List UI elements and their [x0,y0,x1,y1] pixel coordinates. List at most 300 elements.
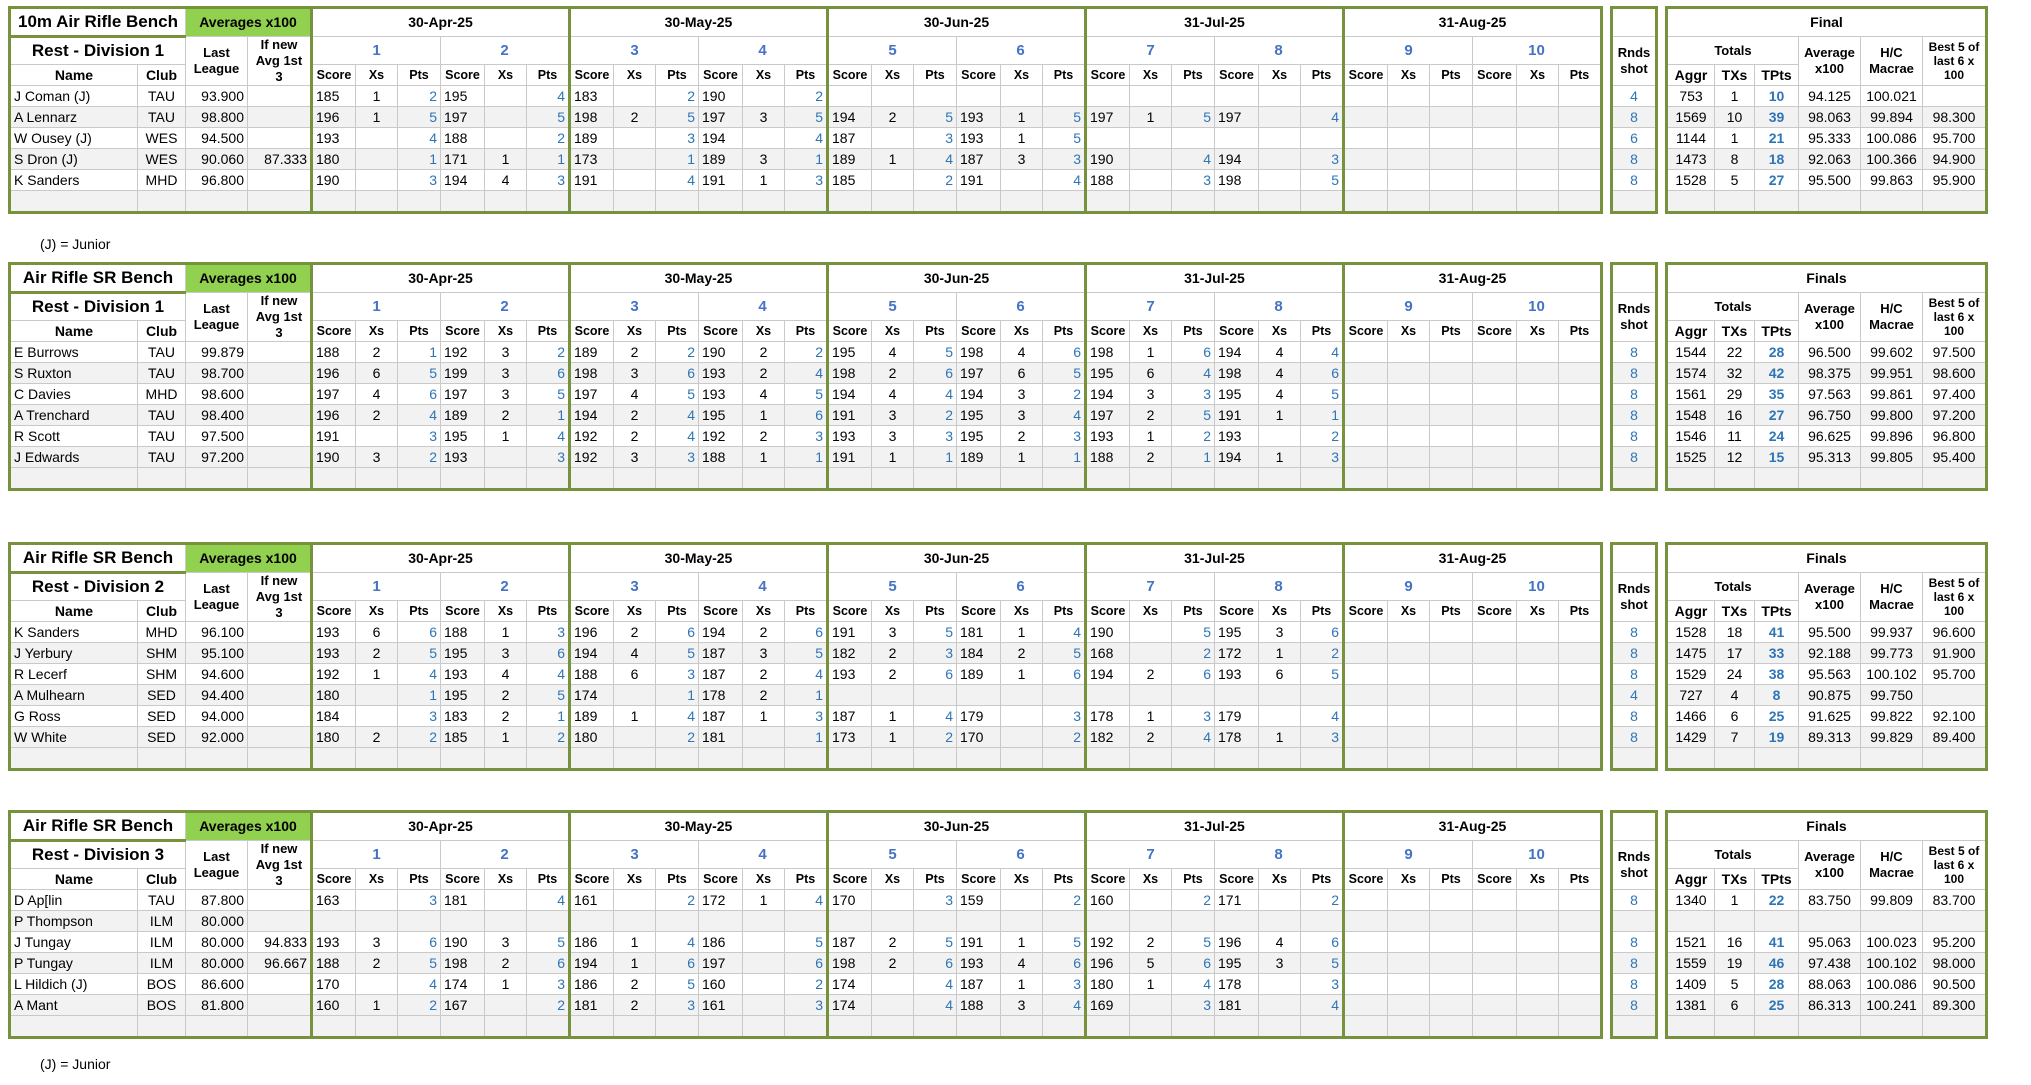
round-pts: 5 [527,384,570,405]
round-xs: 2 [1130,727,1172,748]
xs-header: Xs [1001,65,1043,86]
handicap-value: 99.750 [1861,685,1923,706]
round-xs [1517,1016,1559,1038]
round-xs: 1 [485,622,527,643]
round-pts [1430,86,1473,107]
date-header: 31-Jul-25 [1086,544,1344,573]
spacer [1657,911,1667,932]
spacer [1602,363,1612,384]
round-score: 195 [441,426,485,447]
round-pts [1559,727,1602,748]
round-xs [1517,86,1559,107]
round-xs [1259,748,1301,770]
round-score [1344,468,1388,490]
round-pts [1172,468,1215,490]
round-pts [1559,468,1602,490]
round-xs [485,86,527,107]
last-league-value [186,191,248,213]
round-xs [743,911,785,932]
junior-note: (J) = Junior [40,1056,111,1072]
pts-header: Pts [914,65,957,86]
rnds-shot-header: Rnds shot [1612,293,1657,342]
pts-header: Pts [785,321,828,342]
pts-header: Pts [398,601,441,622]
score-header: Score [957,65,1001,86]
averages-header: Averages x100 [186,8,312,37]
pts-header: Pts [1430,869,1473,890]
xs-header: Xs [614,601,656,622]
round-pts [1172,685,1215,706]
round-score: 195 [1215,384,1259,405]
round-pts: 2 [1301,643,1344,664]
round-pts: 6 [914,664,957,685]
round-score: 185 [441,727,485,748]
date-header: 30-Apr-25 [312,8,570,37]
round-xs [1388,643,1430,664]
round-pts [398,1016,441,1038]
player-name: D Ap[lin [10,890,138,911]
xs-header: Xs [1517,65,1559,86]
round-xs: 4 [1259,384,1301,405]
table-row [10,685,1987,706]
best-value: 98.300 [1923,107,1987,128]
round-pts: 3 [398,426,441,447]
round-pts: 3 [527,447,570,468]
round-xs [1001,191,1043,213]
round-xs: 1 [1001,664,1043,685]
club-code: SHM [138,643,186,664]
date-header: 31-Jul-25 [1086,812,1344,841]
round-pts [1043,748,1086,770]
best-value: 95.200 [1923,932,1987,953]
round-score: 198 [570,107,614,128]
round-xs [872,974,914,995]
round-xs: 4 [1259,932,1301,953]
average-value: 98.375 [1799,363,1861,384]
date-header: 31-Aug-25 [1344,544,1602,573]
last-league-header: Last League [186,293,248,342]
name-header: Name [10,869,138,890]
round-pts: 6 [656,622,699,643]
spacer [1602,841,1612,869]
round-xs [743,1016,785,1038]
aggregate: 727 [1667,685,1715,706]
round-xs: 4 [356,384,398,405]
txs-header: TXs [1715,601,1755,622]
round-number: 2 [441,293,570,321]
aggregate: 1340 [1667,890,1715,911]
round-pts: 4 [914,706,957,727]
round-xs [1130,995,1172,1016]
round-score: 167 [441,995,485,1016]
round-pts: 3 [785,426,828,447]
spacer [1657,86,1667,107]
if-new-value [248,685,312,706]
round-xs [1517,426,1559,447]
aggregate [1667,468,1715,490]
round-score [957,911,1001,932]
score-header: Score [1344,65,1388,86]
round-score: 189 [570,706,614,727]
spacer [1657,748,1667,770]
round-score [1215,748,1259,770]
round-score: 187 [828,706,872,727]
round-score: 194 [699,128,743,149]
round-score: 181 [957,622,1001,643]
spacer [1602,748,1612,770]
round-xs [1388,363,1430,384]
round-pts [1559,384,1602,405]
last-league-value: 97.200 [186,447,248,468]
round-xs: 6 [1259,664,1301,685]
spacer [1602,86,1612,107]
last-league-value: 96.800 [186,170,248,191]
score-header: Score [828,65,872,86]
round-pts: 2 [656,342,699,363]
round-xs: 1 [356,86,398,107]
spacer [1602,544,1612,573]
round-number: 10 [1473,293,1602,321]
total-points: 25 [1755,706,1799,727]
round-xs: 1 [356,107,398,128]
table-row [10,706,1987,727]
total-points: 18 [1755,149,1799,170]
round-score: 192 [441,342,485,363]
round-score [957,191,1001,213]
round-xs: 4 [485,170,527,191]
round-score [1344,685,1388,706]
aggregate: 1144 [1667,128,1715,149]
round-xs [1517,384,1559,405]
round-pts: 2 [1301,426,1344,447]
hc-header: H/C Macrae [1861,841,1923,890]
round-xs [614,128,656,149]
spacer [1602,869,1612,890]
best-value [1923,748,1987,770]
if-new-header: If new Avg 1st 3 [248,841,312,890]
handicap-value: 100.241 [1861,995,1923,1016]
round-pts: 3 [656,447,699,468]
round-pts [1301,468,1344,490]
if-new-value [248,664,312,685]
last-league-value [186,748,248,770]
round-xs [1130,170,1172,191]
round-score [1086,1016,1130,1038]
round-xs [1259,170,1301,191]
round-pts: 5 [1301,953,1344,974]
round-score [1473,128,1517,149]
round-pts: 6 [914,953,957,974]
round-xs [1001,86,1043,107]
round-pts: 5 [527,107,570,128]
round-pts [914,1016,957,1038]
round-score [441,191,485,213]
round-xs: 6 [356,622,398,643]
round-score: 159 [957,890,1001,911]
round-number: 2 [441,573,570,601]
total-xs [1715,468,1755,490]
round-pts [656,191,699,213]
club-code: WES [138,149,186,170]
spacer [1602,107,1612,128]
round-pts: 2 [785,342,828,363]
round-pts: 1 [398,149,441,170]
round-xs: 4 [872,342,914,363]
round-score: 195 [957,405,1001,426]
table-row [10,932,1987,953]
total-points [1755,748,1799,770]
rnds-shot-header: Rnds shot [1612,573,1657,622]
round-number: 3 [570,573,699,601]
round-xs: 1 [1130,974,1172,995]
round-score [1473,911,1517,932]
spacer [1657,932,1667,953]
aggregate: 1559 [1667,953,1715,974]
round-score: 194 [570,953,614,974]
round-xs [1517,748,1559,770]
round-pts: 5 [785,643,828,664]
rounds-shot: 8 [1612,727,1657,748]
final-header: Finals [1667,264,1987,293]
round-pts: 3 [785,706,828,727]
round-pts: 6 [1043,953,1086,974]
round-pts: 6 [527,953,570,974]
spacer [1657,974,1667,995]
round-xs: 1 [743,170,785,191]
round-score: 188 [1086,170,1130,191]
score-header: Score [312,321,356,342]
round-xs: 1 [1259,447,1301,468]
spacer [1657,812,1667,841]
if-new-value [248,727,312,748]
round-pts [1559,1016,1602,1038]
round-score [1344,426,1388,447]
handicap-value [1861,911,1923,932]
round-xs [1130,191,1172,213]
best-value: 96.800 [1923,426,1987,447]
round-xs: 2 [485,953,527,974]
if-new-value [248,191,312,213]
round-score [1473,643,1517,664]
player-name: W Ousey (J) [10,128,138,149]
round-score [312,1016,356,1038]
round-score: 182 [828,643,872,664]
if-new-header: If new Avg 1st 3 [248,37,312,86]
player-name: A Trenchard [10,405,138,426]
best-value [1923,911,1987,932]
xs-header: Xs [743,601,785,622]
club-code: TAU [138,342,186,363]
round-xs [1388,191,1430,213]
round-pts [914,468,957,490]
round-score: 194 [1215,342,1259,363]
round-xs [356,685,398,706]
if-new-value [248,170,312,191]
round-pts [1559,664,1602,685]
round-pts: 3 [785,170,828,191]
round-pts: 4 [1043,405,1086,426]
rounds-shot: 8 [1612,706,1657,727]
empty-row [10,468,1987,490]
round-score [570,191,614,213]
spacer [1657,601,1667,622]
txs-header: TXs [1715,321,1755,342]
round-xs: 4 [614,384,656,405]
round-pts: 6 [1301,363,1344,384]
round-score [1473,191,1517,213]
round-xs [1388,1016,1430,1038]
round-score: 174 [570,685,614,706]
pts-header: Pts [398,869,441,890]
round-score [312,468,356,490]
round-score [1086,468,1130,490]
score-header: Score [828,869,872,890]
round-score [1473,664,1517,685]
round-score [1473,974,1517,995]
if-new-value: 94.833 [248,932,312,953]
round-pts: 6 [1172,664,1215,685]
round-score: 195 [699,405,743,426]
section-title: Air Rifle SR Bench [10,264,186,293]
spacer [1602,932,1612,953]
aggr-header: Aggr [1667,65,1715,86]
round-pts [1430,426,1473,447]
round-pts: 4 [398,128,441,149]
pts-header: Pts [1559,321,1602,342]
round-number: 2 [441,37,570,65]
total-points: 46 [1755,953,1799,974]
round-score: 172 [1215,643,1259,664]
round-pts: 3 [1172,384,1215,405]
round-pts: 4 [785,664,828,685]
round-number: 9 [1344,37,1473,65]
round-score [441,468,485,490]
round-score: 194 [699,622,743,643]
round-score [1473,890,1517,911]
rounds-shot: 8 [1612,995,1657,1016]
round-score [1473,953,1517,974]
round-pts: 5 [656,643,699,664]
round-pts: 4 [914,149,957,170]
round-xs [1130,149,1172,170]
best-value: 98.600 [1923,363,1987,384]
round-xs: 3 [1001,384,1043,405]
round-number: 8 [1215,37,1344,65]
xs-header: Xs [614,869,656,890]
round-pts [785,1016,828,1038]
round-xs: 3 [485,384,527,405]
total-xs [1715,911,1755,932]
round-xs [485,107,527,128]
round-xs: 2 [743,622,785,643]
total-xs [1715,1016,1755,1038]
junior-note: (J) = Junior [40,236,111,252]
tpts-header: TPts [1755,601,1799,622]
round-score [1215,468,1259,490]
score-header: Score [312,601,356,622]
round-xs [1388,685,1430,706]
averages-header: Averages x100 [186,264,312,293]
date-header: 30-Apr-25 [312,264,570,293]
round-score: 188 [1086,447,1130,468]
round-number: 5 [828,37,957,65]
if-new-value [248,622,312,643]
handicap-value: 100.086 [1861,128,1923,149]
rounds-shot [1612,191,1657,213]
aggregate [1667,1016,1715,1038]
round-xs: 2 [1130,447,1172,468]
round-score: 182 [1086,727,1130,748]
last-league-value: 94.500 [186,128,248,149]
round-pts [1559,685,1602,706]
round-pts [1430,643,1473,664]
round-pts: 6 [656,953,699,974]
round-xs [614,170,656,191]
round-xs [1388,128,1430,149]
pts-header: Pts [656,321,699,342]
round-score [828,685,872,706]
round-xs: 3 [485,363,527,384]
score-header: Score [828,601,872,622]
round-xs: 6 [1130,363,1172,384]
score-header: Score [441,321,485,342]
round-score [1344,128,1388,149]
handicap-value: 99.773 [1861,643,1923,664]
round-score [1215,128,1259,149]
score-header: Score [1473,601,1517,622]
round-pts: 4 [1301,706,1344,727]
round-score: 193 [1215,426,1259,447]
date-header: 30-Jun-25 [828,8,1086,37]
xs-header: Xs [356,65,398,86]
table-row [10,953,1987,974]
pts-header: Pts [1430,65,1473,86]
best-value: 97.400 [1923,384,1987,405]
club-code [138,1016,186,1038]
best-header: Best 5 of last 6 x 100 [1923,293,1987,342]
table-row [10,426,1987,447]
best-value: 95.400 [1923,447,1987,468]
round-xs: 1 [485,426,527,447]
player-name: P Thompson [10,911,138,932]
round-score: 178 [1086,706,1130,727]
average-value: 95.563 [1799,664,1861,685]
average-value: 89.313 [1799,727,1861,748]
round-xs [356,468,398,490]
totals-header: Totals [1667,37,1799,65]
spacer [1602,293,1612,321]
round-score: 191 [828,447,872,468]
round-xs: 1 [1001,932,1043,953]
round-pts [1559,932,1602,953]
round-score: 197 [1086,107,1130,128]
round-xs: 4 [743,384,785,405]
best-value: 92.100 [1923,706,1987,727]
average-value: 96.500 [1799,342,1861,363]
spacer [1602,643,1612,664]
spacer [1657,447,1667,468]
round-number: 7 [1086,841,1215,869]
round-xs [872,468,914,490]
round-pts: 3 [1043,706,1086,727]
round-score [828,468,872,490]
round-xs [1001,706,1043,727]
round-xs [614,685,656,706]
round-score: 190 [1086,149,1130,170]
round-score: 190 [1086,622,1130,643]
round-pts: 1 [527,706,570,727]
round-score: 196 [570,622,614,643]
